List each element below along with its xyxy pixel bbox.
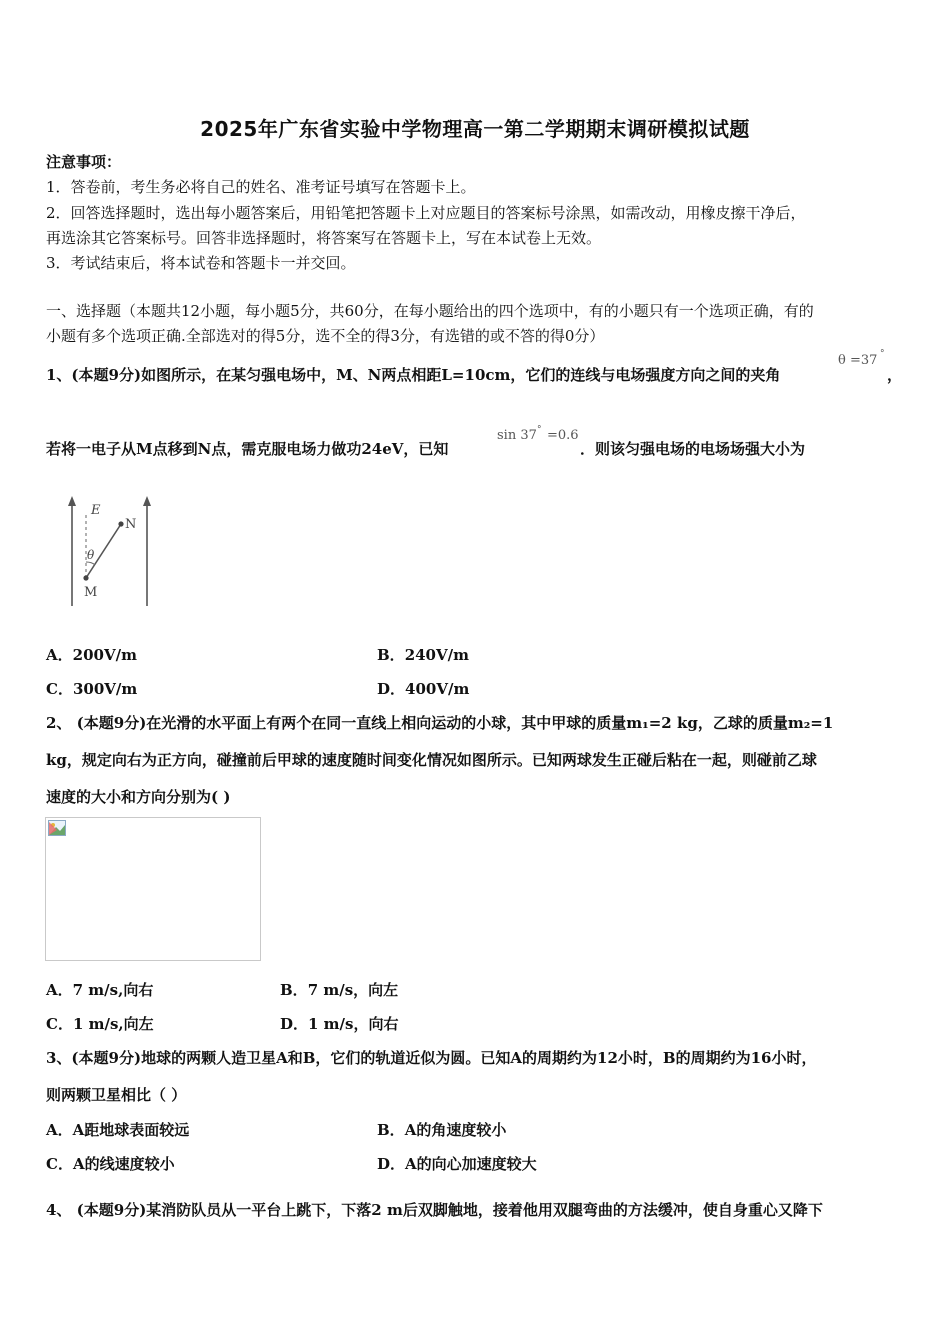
q4-stem: 4、 (本题9分)某消防队员从一平台上跳下，下落2 m后双脚触地，接着他用双腿弯曲的方法缓冲，使自身重心又降下 (46, 1201, 823, 1219)
angle-arc (86, 562, 95, 565)
q3-stem-cont: 则两颗卫星相比（ ） (46, 1086, 187, 1104)
q2-stem-end: 速度的大小和方向分别为( ) (46, 788, 231, 806)
q1-option-a: A．200V/m (46, 646, 137, 664)
q2-stem: 2、 (本题9分)在光滑的水平面上有两个在同一直线上相向运动的小球，其中甲球的质量m₁=2 kg，乙球的质量m₂=1 (46, 714, 834, 732)
q2-option-a: A．7 m/s,向右 (46, 981, 154, 999)
section-instructions: 一、选择题（本题共12小题，每小题5分，共60分，在每小题给出的四个选项中，有的小题只有一个选项正确，有的 (46, 302, 814, 320)
broken-image-icon (48, 820, 66, 836)
q2-option-d: D．1 m/s，向右 (280, 1015, 399, 1033)
field-arrow-left (68, 496, 76, 506)
q3-option-a: A．A距地球表面较远 (46, 1121, 190, 1139)
q2-stem-cont: kg，规定向右为正方向，碰撞前后甲球的速度随时间变化情况如图所示。已知两球发生正碰后粘在一起，则碰前乙球 (46, 751, 817, 769)
q1-stem-cont: 若将一电子从M点移到N点，需克服电场力做功24eV，已知 (46, 440, 449, 458)
q1-option-d: D．400V/m (377, 680, 470, 698)
notice-item: 3．考试结束后，将本试卷和答题卡一并交回。 (46, 254, 356, 272)
section-instructions: 小题有多个选项正确.全部选对的得5分，选不全的得3分，有选错的或不答的得0分） (46, 327, 605, 345)
q3-stem: 3、(本题9分)地球的两颗人造卫星A和B，它们的轨道近似为圆。已知A的周期约为12小时，B的周期约为16小时， (46, 1049, 817, 1067)
notice-item: 再选涂其它答案标号。回答非选择题时，将答案写在答题卡上，写在本试卷上无效。 (46, 229, 602, 247)
page-title: 2025年广东省实验中学物理高一第二学期期末调研模拟试题 (200, 117, 750, 141)
broken-image-placeholder (45, 817, 261, 961)
label-e: E (91, 503, 101, 518)
q1-stem-end: ．则该匀强电场的电场场强大小为 (580, 440, 806, 458)
electric-field-figure (60, 492, 160, 610)
point-n (118, 521, 123, 526)
q3-option-b: B．A的角速度较小 (377, 1121, 507, 1139)
q3-option-d: D．A的向心加速度较大 (377, 1155, 537, 1173)
q3-option-c: C．A的线速度较小 (46, 1155, 175, 1173)
q2-option-b: B．7 m/s，向左 (280, 981, 399, 999)
q2-option-c: C．1 m/s,向左 (46, 1015, 154, 1033)
notice-item: 1．答卷前，考生务必将自己的姓名、准考证号填写在答题卡上。 (46, 178, 476, 196)
q1-option-b: B．240V/m (377, 646, 469, 664)
q1-sin-degree: ° (537, 425, 542, 435)
q1-theta-formula: θ =37 (838, 353, 878, 368)
label-m: M (84, 585, 98, 600)
q1-sin-value: =0.6 (547, 428, 579, 443)
label-n: N (125, 517, 137, 532)
q1-option-c: C．300V/m (46, 680, 138, 698)
notice-item: 2．回答选择题时，选出每小题答案后，用铅笔把答题卡上对应题目的答案标号涂黑，如需改动，用橡皮擦干净后， (46, 204, 806, 222)
q1-stem: 1、(本题9分)如图所示，在某匀强电场中，M、N两点相距L=10cm，它们的连线与电场强度方向之间的夹角 (46, 366, 781, 384)
q1-theta-degree: ° (880, 349, 885, 359)
field-arrow-right (143, 496, 151, 506)
notice-heading: 注意事项： (46, 153, 122, 171)
point-m (83, 575, 88, 580)
label-theta: θ (87, 548, 95, 562)
q1-comma: ， (887, 366, 903, 384)
q1-sin-formula: sin 37 (497, 428, 537, 443)
